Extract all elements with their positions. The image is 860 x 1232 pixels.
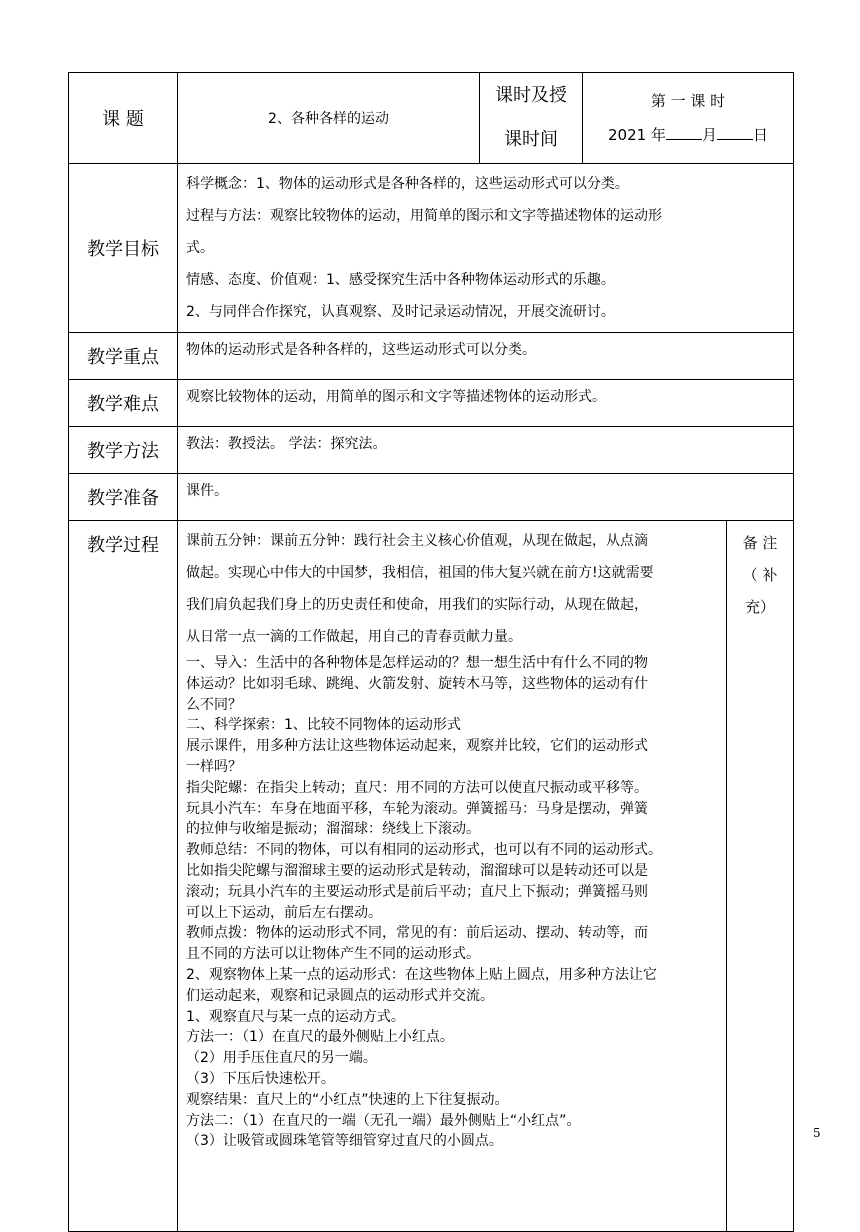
process-line: 教师总结：不同的物体，可以有相同的运动形式，也可以有不同的运动形式。 [186,842,662,859]
objective-line: 式。 [186,240,214,256]
preparation-text: 课件。 [178,474,794,521]
date-day: 日 [752,126,768,144]
objective-line: 2、与同伴合作探究，认真观察、及时记录运动情况，开展交流研讨。 [186,304,615,320]
process-line: 体运动？比如羽毛球、跳绳、火箭发射、旋转木马等，这些物体的运动有什 [186,675,648,692]
preparation-label: 教学准备 [69,474,178,521]
date-line [583,118,793,152]
process-line: （2）用手压住直尺的另一端。 [186,1050,377,1067]
process-line: 展示课件，用多种方法让这些物体运动起来，观察并比较，它们的运动形式 [186,738,648,755]
process-content [178,521,727,1232]
lesson-plan-table [68,72,794,1232]
process-line: 指尖陀螺：在指尖上转动；直尺：用不同的方法可以使直尺振动或平移等。 [186,779,648,796]
remark-line2: （ 补 [742,566,778,584]
process-line: 玩具小汽车：车身在地面平移，车轮为滚动。弹簧摇马：马身是摆动，弹簧 [186,800,648,817]
process-line: 1、观察直尺与某一点的运动方式。 [186,1008,405,1025]
methods-row [69,427,794,474]
preparation-row [69,474,794,521]
process-line: 且不同的方法可以让物体产生不同的运动形式。 [186,946,480,963]
process-line: 方法二：（1）在直尺的一端（无孔一端）最外侧贴上“小红点”。 [186,1112,581,1129]
process-intro-line: 课前五分钟：课前五分钟：践行社会主义核心价值观，从现在做起，从点滴 [186,533,648,549]
remark-line1: 备 注 [742,534,778,552]
process-body [186,653,720,1152]
process-line: （3）下压后快速松开。 [186,1070,335,1087]
remark-line3: 充） [745,598,776,616]
period-label [480,73,583,164]
date-year: 2021 年 [608,126,666,144]
process-intro-line: 我们肩负起我们身上的历史责任和使命，用我们的实际行动，从现在做起， [186,597,648,613]
process-line: 么不同？ [186,696,242,713]
process-line: 一、导入：生活中的各种物体是怎样运动的？想一想生活中有什么不同的物 [186,655,648,671]
process-line: 滚动；玩具小汽车的主要运动形式是前后平动；直尺上下振动；弹簧摇马则 [186,883,648,900]
remark-column [727,521,794,1232]
difficulties-label: 教学难点 [69,380,178,427]
objectives-label: 教学目标 [69,164,178,333]
period-label-line1: 课时及授 [495,85,567,106]
methods-text: 教法：教授法。 学法：探究法。 [178,427,794,474]
topic-label: 课 题 [69,73,178,164]
objective-line: 过程与方法：观察比较物体的运动，用简单的图示和文字等描述物体的运动形 [186,208,662,224]
objectives-content [178,164,794,333]
topic-title: 2、各种各样的运动 [178,73,480,164]
process-line: 比如指尖陀螺与溜溜球主要的运动形式是转动，溜溜球可以是转动还可以是 [186,862,648,879]
process-line: 教师点拨：物体的运动形式不同，常见的有：前后运动、摆动、转动等，而 [186,925,648,942]
methods-label: 教学方法 [69,427,178,474]
key-points-label: 教学重点 [69,333,178,380]
process-intro-line: 从日常一点一滴的工作做起，用自己的青春贡献力量。 [186,629,522,645]
process-line: 一样吗？ [186,758,242,775]
period-info [583,73,794,164]
period-label-line2: 课时间 [504,129,558,150]
key-points-row [69,333,794,380]
process-line: 二、科学探索：1、比较不同物体的运动形式 [186,717,461,734]
day-blank [717,125,753,140]
process-intro [186,525,720,653]
process-line: 们运动起来，观察和记录圆点的运动形式并交流。 [186,987,494,1004]
process-line: （3）让吸管或圆珠笔管等细管穿过直尺的小圆点。 [186,1133,503,1150]
process-line: 方法一：（1）在直尺的最外侧贴上小红点。 [186,1029,454,1046]
key-points-text: 物体的运动形式是各种各样的，这些运动形式可以分类。 [178,333,794,380]
date-month: 月 [701,126,717,144]
difficulties-row [69,380,794,427]
header-row [69,73,794,164]
difficulties-text: 观察比较物体的运动，用简单的图示和文字等描述物体的运动形式。 [178,380,794,427]
objective-line: 科学概念：1、物体的运动形式是各种各样的，这些运动形式可以分类。 [186,176,629,192]
objective-line: 情感、态度、价值观：1、感受探究生活中各种物体运动形式的乐趣。 [186,272,615,288]
period-text: 第 一 课 时 [650,92,726,110]
process-line: 可以上下运动，前后左右摆动。 [186,904,382,921]
process-line: 2、观察物体上某一点的运动形式：在这些物体上贴上圆点，用多种方法让它 [186,966,657,983]
process-line: 的拉伸与收缩是振动；溜溜球：绕线上下滚动。 [186,821,480,838]
month-blank [666,125,702,140]
page-number: 5 [813,1126,821,1140]
objectives-row [69,164,794,333]
process-line: 观察结果：直尺上的“小红点”快速的上下往复振动。 [186,1091,509,1108]
process-intro-line: 做起。实现心中伟大的中国梦，我相信，祖国的伟大复兴就在前方!这就需要 [186,565,654,581]
process-row [69,521,794,1232]
process-label: 教学过程 [69,521,178,1232]
